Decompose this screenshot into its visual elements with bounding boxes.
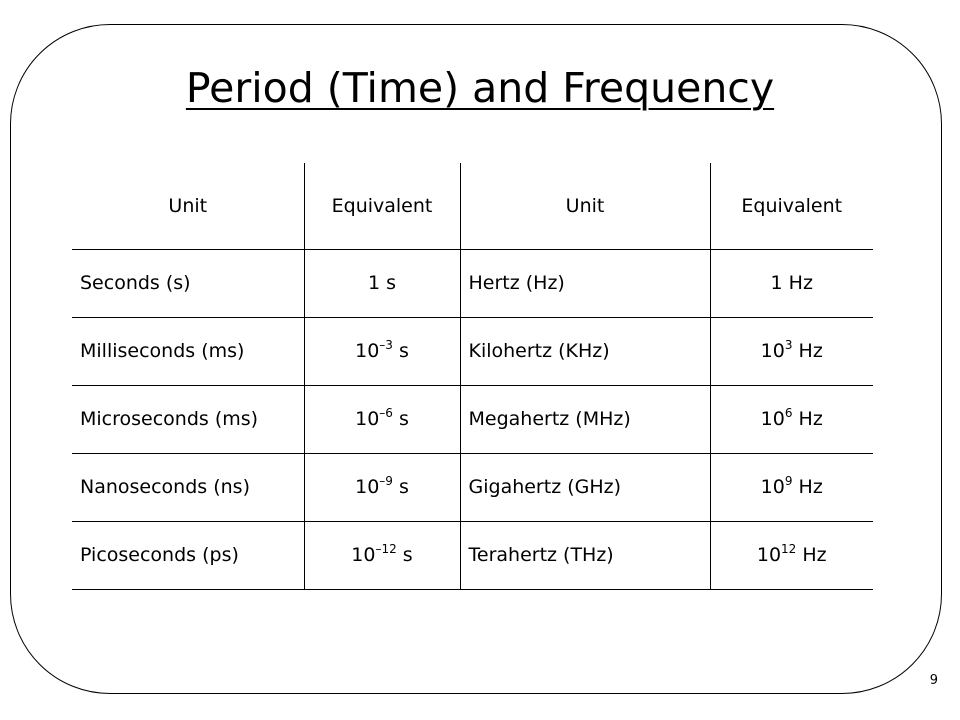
- period-exponent: –3: [379, 338, 393, 352]
- period-equivalent-cell: [304, 453, 460, 521]
- table-row: [72, 249, 873, 317]
- frequency-base: 10: [756, 544, 782, 566]
- frequency-suffix: Hz: [792, 340, 823, 362]
- period-suffix: s: [392, 476, 409, 498]
- period-unit-cell: Picoseconds (ps): [72, 521, 304, 589]
- header-equivalent: Equivalent: [710, 163, 873, 249]
- frequency-equivalent-cell: [710, 521, 873, 589]
- frequency-suffix: Hz: [792, 408, 823, 430]
- period-frequency-table: [72, 163, 873, 590]
- table-row: [72, 453, 873, 521]
- period-exponent: –12: [375, 542, 397, 556]
- frequency-unit-cell: Gigahertz (GHz): [460, 453, 710, 521]
- period-exponent: –6: [379, 406, 393, 420]
- frequency-suffix: Hz: [792, 476, 823, 498]
- period-suffix: s: [392, 340, 409, 362]
- frequency-equivalent-cell: [710, 317, 873, 385]
- header-equivalent: Equivalent: [304, 163, 460, 249]
- period-suffix: s: [396, 544, 413, 566]
- header-unit: Unit: [72, 163, 304, 249]
- period-equivalent-cell: [304, 317, 460, 385]
- slide-title: Period (Time) and Frequency: [185, 64, 775, 112]
- frequency-unit-cell: Terahertz (THz): [460, 521, 710, 589]
- frequency-suffix: Hz: [796, 544, 827, 566]
- period-equivalent-cell: [304, 385, 460, 453]
- frequency-exponent: 9: [784, 474, 793, 488]
- frequency-equivalent-cell: [710, 385, 873, 453]
- header-unit: Unit: [460, 163, 710, 249]
- period-unit-cell: Seconds (s): [72, 249, 304, 317]
- table-row: [72, 385, 873, 453]
- frequency-unit-cell: Kilohertz (KHz): [460, 317, 710, 385]
- period-base: 10: [355, 408, 380, 430]
- frequency-unit-cell: Megahertz (MHz): [460, 385, 710, 453]
- frequency-base: 1 Hz: [770, 272, 813, 294]
- period-unit-cell: Milliseconds (ms): [72, 317, 304, 385]
- period-unit-cell: Nanoseconds (ns): [72, 453, 304, 521]
- period-base: 10: [351, 544, 376, 566]
- frequency-equivalent-cell: [710, 453, 873, 521]
- frequency-exponent: 12: [781, 542, 797, 556]
- table-row: [72, 521, 873, 589]
- period-equivalent-cell: [304, 249, 460, 317]
- frequency-exponent: 6: [784, 406, 793, 420]
- period-base: 1 s: [367, 272, 397, 294]
- period-suffix: s: [392, 408, 409, 430]
- period-base: 10: [355, 340, 380, 362]
- period-base: 10: [355, 476, 380, 498]
- frequency-base: 10: [760, 408, 785, 430]
- period-unit-cell: Microseconds (ms): [72, 385, 304, 453]
- frequency-exponent: 3: [784, 338, 793, 352]
- period-exponent: –9: [379, 474, 393, 488]
- frequency-base: 10: [760, 476, 785, 498]
- frequency-equivalent-cell: [710, 249, 873, 317]
- period-equivalent-cell: [304, 521, 460, 589]
- page-number: 9: [929, 673, 938, 688]
- table-row: [72, 317, 873, 385]
- table-header-row: [72, 163, 873, 249]
- frequency-unit-cell: Hertz (Hz): [460, 249, 710, 317]
- frequency-base: 10: [760, 340, 785, 362]
